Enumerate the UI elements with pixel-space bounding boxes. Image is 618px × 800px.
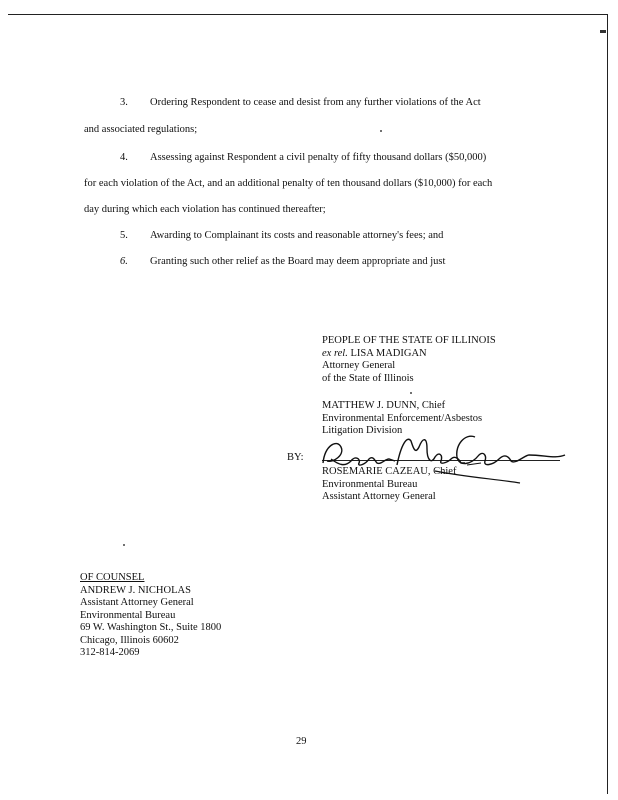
scan-speck <box>380 130 382 132</box>
counsel-line: Environmental Bureau <box>80 609 176 621</box>
signer-block <box>322 466 456 504</box>
chief-division: Environmental Enforcement/Asbestos <box>322 412 483 424</box>
page-number: 29 <box>296 736 307 747</box>
scan-speck <box>123 544 125 546</box>
item-text-line: for each violation of the Act, and an additional penalty of ten thousand dollars ($10,000) for each <box>84 178 493 189</box>
party-block <box>322 335 496 385</box>
scan-speck <box>410 392 412 394</box>
ag-title: Attorney General <box>322 360 396 371</box>
counsel-line: 312-814-2069 <box>80 647 140 658</box>
ag-of: of the State of Illinois <box>322 372 414 384</box>
item-text-line: Ordering Respondent to cease and desist from any further violations of the Act <box>150 97 481 108</box>
counsel-line: Chicago, Illinois 60602 <box>80 634 179 646</box>
chief-division: Litigation Division <box>322 425 403 436</box>
ex-rel-name: LISA MADIGAN <box>347 347 427 359</box>
item-text-line: Assessing against Respondent a civil penalty of fifty thousand dollars ($50,000) <box>150 152 487 163</box>
counsel-line: ANDREW J. NICHOLAS <box>80 584 191 596</box>
counsel-line: Assistant Attorney General <box>80 597 194 608</box>
item-text-line: and associated regulations; <box>84 124 198 135</box>
ex-rel-prefix: ex rel. <box>322 347 348 359</box>
item-number: 6. <box>120 256 128 267</box>
counsel-line: 69 W. Washington St., Suite 1800 <box>80 622 222 633</box>
item-text-line: Awarding to Complainant its costs and reasonable attorney's fees; and <box>150 230 444 241</box>
scan-mark <box>600 30 606 33</box>
ex-rel-line <box>322 348 496 361</box>
item-text-line: day during which each violation has continued thereafter; <box>84 204 326 215</box>
item-number: 4. <box>120 152 128 163</box>
chief-name: MATTHEW J. DUNN, Chief <box>322 400 446 411</box>
by-label: BY: <box>287 452 304 463</box>
item-number: 3. <box>120 97 128 108</box>
item-text-line: Granting such other relief as the Board may deem appropriate and just <box>150 256 446 267</box>
of-counsel-block <box>80 572 221 660</box>
of-counsel-heading: OF COUNSEL <box>80 572 145 583</box>
party-name: PEOPLE OF THE STATE OF ILLINOIS <box>322 335 496 346</box>
page-border-right <box>607 14 608 794</box>
page-border-top <box>8 14 608 15</box>
signer-name: ROSEMARIE CAZEAU, Chief <box>322 466 457 477</box>
signer-bureau: Environmental Bureau <box>322 478 418 490</box>
item-number: 5. <box>120 230 128 241</box>
signer-title: Assistant Attorney General <box>322 491 436 502</box>
